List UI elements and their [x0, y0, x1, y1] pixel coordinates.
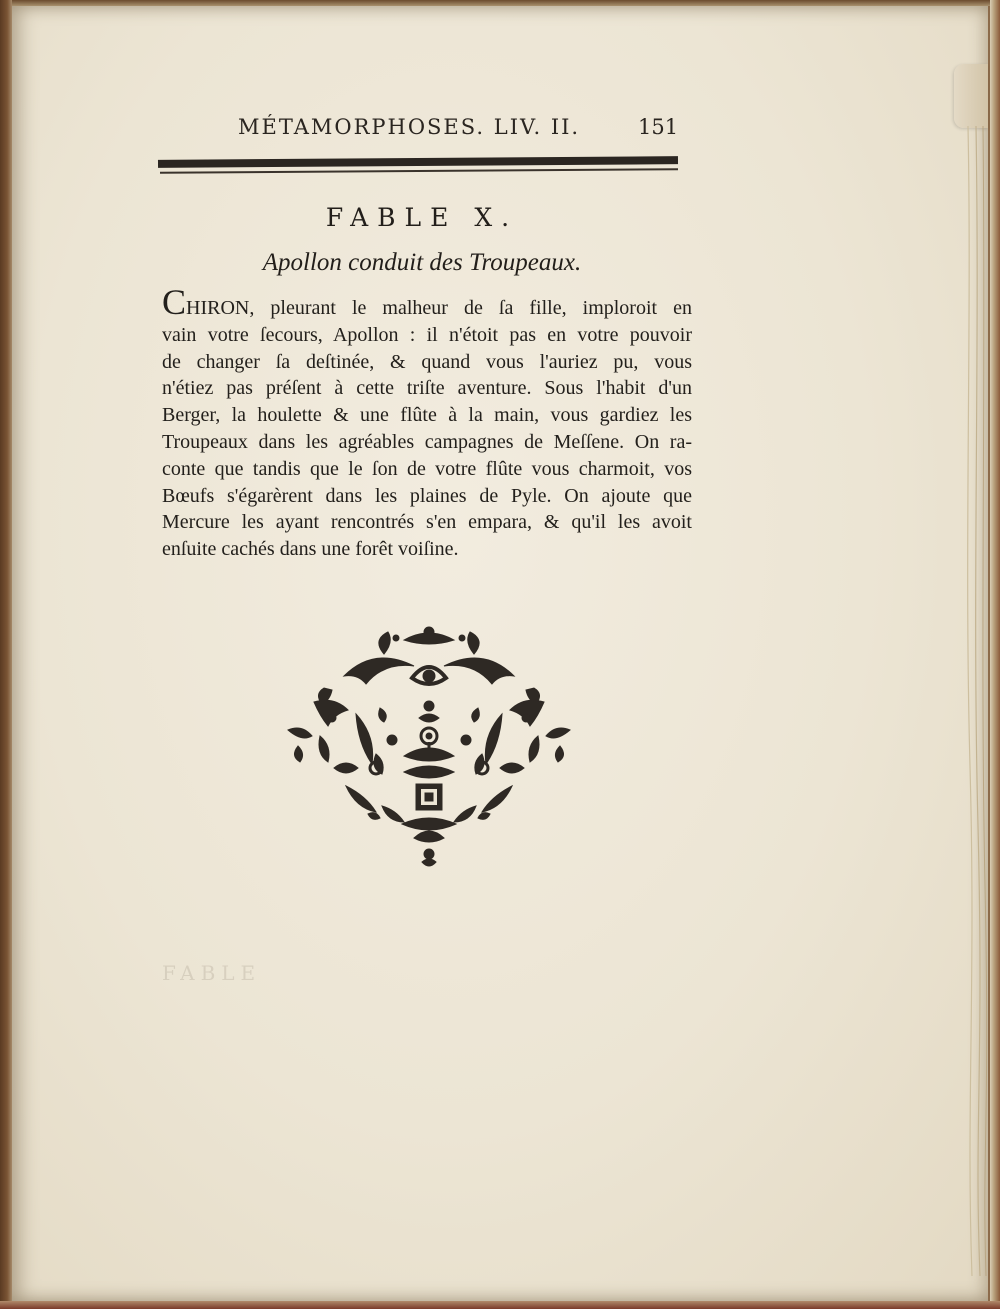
page-tab-marker — [954, 64, 988, 128]
floral-ornament-icon — [284, 618, 574, 878]
header-rule-thick — [158, 156, 678, 168]
binding-left-edge — [0, 0, 12, 1309]
drop-cap: C — [162, 282, 187, 322]
stacked-page-edges — [928, 126, 988, 1276]
fable-body — [162, 282, 692, 563]
page-number: 151 — [638, 115, 679, 139]
body-line-7: conte que tandis que le ſon de votre flûte vous charmoit, vos — [162, 457, 692, 480]
binding-bottom-edge — [0, 1301, 1000, 1309]
running-head: MÉTAMORPHOSES. LIV. II. — [238, 115, 581, 139]
body-line-8: Bœufs s'égarèrent dans les plaines de Pyle. On ajoute que — [162, 484, 692, 507]
body-line-1-text: HIRON, pleurant le malheur de ſa fille, imploroit en — [186, 297, 692, 319]
body-line-10: enſuite cachés dans une forêt voiſine. — [162, 538, 459, 561]
body-line-2: vain votre ſecours, Apollon : il n'étoit pas en votre pouvoir — [162, 323, 692, 346]
body-line-5: Berger, la houlette & une flûte à la main, vous gardiez les — [162, 404, 692, 427]
fable-subtitle: Apollon conduit des Troupeaux. — [262, 249, 582, 276]
header-rule-thin — [160, 168, 678, 174]
body-line-4: n'étiez pas préſent à cette triſte aventure. Sous l'habit d'un — [162, 377, 692, 400]
body-line-6: Troupeaux dans les agréables campagnes de Meſſene. On ra- — [162, 430, 692, 453]
show-through-text: FABLE — [162, 961, 262, 985]
body-line-9: Mercure les ayant rencontrés s'en empara, & qu'il les avoit — [162, 511, 692, 534]
body-line-3: de changer ſa deſtinée, & quand vous l'auriez pu, vous — [162, 350, 692, 373]
book-page — [12, 6, 988, 1301]
fable-title: FABLE X. — [325, 203, 519, 232]
body-line-1 — [162, 282, 692, 322]
binding-right-edge — [990, 0, 1000, 1309]
